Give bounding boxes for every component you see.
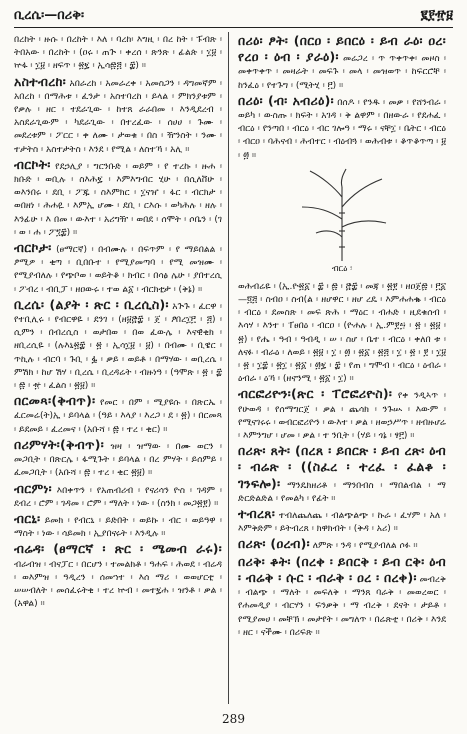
entry-definition: ተብለጨለጨ ፡ ብልጭልጭ ፡ ኩራ ፡ ፈሃም ፡ አለ ፡ እምቅድም ፡ ይትብረጸ ፡ ክዋክብት ፡ (ቅዳ ፡ አሪ) ። (238, 511, 446, 535)
entry-definition: ወሕብሬዬ ፡ (ኢ.ዮ፳፩ ፡ ፰ ፡ ፷ ፡ ፸፰ ፡ መጃ ፡ ፳፻ ፡ ዘዐጀ፷ ፡ ፫፩—፬፭ ፡ ስብዐ ፡ ስብ(ል ፡ ዘሆዋር ፡ ዘሆ ረዴ ፡ እምሐሐቈ ፡ ብርዕ ፡ ብርዕ ፡ ደመስጽ ፡ መፍ ጽሕ ፡ ማዕር ፡ ብሐድ ፡ ዚደቁሰብ ፡ እሳሃ ፡ እንተ ፡ ፐፀበዕ ፡ ብርዐ ፡ (ዮሐሉ ፡ ኢ.ም፻፵ ፡ ፳ ፡ ፳፱ ፡ ፳) ፡ የሔ ፡ ዓብ ፡ ዓብዲ ፡ ሠ ፡ ስሆ ፡ ቤተ ፡ ብርዕ ፡ ቀለበ ቱ ፡ ለናፉ ፡ ብራዕ ፡ ለወይ ፡ ፳፱ ፡ ፲ ፡ ፴ ፡ ፳፩ ፡ ፳፭ ፡ ፲ ፡ ፳ ፡ ፻ ፡ ፲፱ ፡ ፳ ፡ ፲፰ ፡ ፳፲ ፡ ፳፩ ፡ ፴፯ ፡ ፰ ፡ የጠ ፡ ግሞብ ፡ ብርዕ ፡ ዕብራ ፡ ዕብራ ፡ ዕኻ ፡ (ዘኖንሚ ፡ ፳፩ ፡ ፲) ። (238, 281, 446, 385)
entry-headword: ተብረጸ፡ (238, 506, 276, 522)
dictionary-entry (238, 387, 446, 443)
left-column (14, 34, 222, 702)
dictionary-entry (14, 482, 222, 511)
dictionary-entry (14, 34, 222, 74)
entry-definition: የደኃሊያ ፡ ግርንቡድ ፡ ወይም ፡ የ ተረኩ ፡ ዙሐ ፡ ክቡድ ፡ ወቢሉ ፡ ስእሕ፯ ፡ እምእግብር ሂሁ ፡ በሲለቨሁ ፡ ወእንበሩ ፡ ደቢ ፡ ፖጁ ፡ ስእምክር ፡ ፲ናዠ ፡ ፋር ፡ ብርክታ ፡ ወበዘነ ፡ ሕሐዪ ፡ እምኢ ሆሙ ፡ ደቢ ፡ ርእሱ ፡ ወካሕሉ ፡ ዘሉ ፡ እንፊሁ ፡ እ በመ ፡ ውእተ ፡ አሪግዥ ፡ ወበደ ፡ ሰሞት ፡ ሶቤን ፡ (ገ ፡ ወ ፡ ሐ ፡ ፖ፺፰) ። (14, 161, 222, 238)
entry-headword: በርመጻ፡(ቅብጥ)፡ (14, 393, 96, 409)
running-head: ቢረሴ፡—በሪቅ፡ (14, 7, 85, 23)
entry-headword: ቢረሴ፡ (ልያት ፡ ጽር ፡ ቢረሲስ)፡ (14, 296, 169, 312)
entry-headword: በሪዕ፡ (ብ፡ አብሪዕ)፡ (238, 92, 334, 108)
dictionary-entry (238, 537, 446, 553)
entry-headword: ብርኮታ፡ (14, 240, 52, 256)
entry-headword: ብርምነ፡ (14, 480, 52, 496)
dictionary-entry (14, 512, 222, 541)
entry-definition: አበራረከ ፡ አመራረቀ ፡ አመስጋን ፡ ዳግመኛም ፡ አበረከ ፡ በማሕቱ ፡ ፈንታ ፡ አስተባረከ ፡ ይላል ፡ ምክንያቱም ፡ የቃሉ ፡ ዘር ፡ ተደራጊው ፡ ከተጸ ራራበመ ፡ እንዲደረብ ፡ አስደራጊውም ፡ ካደራጊው ፡ በተረፈው ፡ ሰሀሀ ፡ ጉሙ ፡ መደረቱም ፡ ፖርር ፡ ቀ ለሙ ፡ ታወቁ ፡ በስ ፡ ዥንስት ፡ ንሙ ፡ ተታትስ ፡ አስተታትስ ፡ እንደ ፡ የሚል ፡ ለስተኻ ፡ አሊ ። (14, 78, 222, 155)
entry-definition: ዝዛ ፡ ዝማው ፡ በሙ ወርን ፡ መጋቢት ፡ በጽርሌ ፡ ፋሚጉት ፡ ይባላል ፡ በረ ምሃት ፡ ይሰምይ ፡ ፈመጋቢት ፡ (አቡሻ ፡ ፷ ፡ ተረ ፡ ቂር ፳፱) ። (14, 441, 222, 479)
dictionary-entry (238, 444, 446, 506)
right-column (238, 34, 446, 702)
entry-definition: አጕጉ ፡ ፈርዋ ፡ የተቢሊሩ ፡ የብርዋዬ ፡ ደንገ ፡ (ዘ፱፸፰ ፡ ጀ ፡ ፆበረ፲፫ ፡ ፭) ፡ ሲምን ፡ በብረሲስ ፡ ወታበወ ፡ በወ ፈውሌ ፡ እናዊቂክ ፡ ዘቢረሲዬ ፡ (ሉእኒ፳፰ ፡ ፳ ፡ ኢሳ፲፱ ፡ ፱) ፡ በብሙ ፡ ቢዌር ፡ ጥኪሉ ፡ ብርባ ፡ ጉቢ ፡ ፏ ፡ ቃይ ፡ ወይቶ ፡ በማሃው ፡ ወቢረሴ ፡ ምሽክ ፡ ከሆ ሽሃ ፡ ቢረሴ ፡ ቢረዳሬት ፡ ብዙነዓ ፡ (ዓሞጽ ፡ ፳ ፡ ፰ ፡ ፷ ፡ ፹ ፡ ፈልስ ፡ ፳፱) ። (14, 301, 222, 392)
entry-definition: የመር ፡ በም ፡ ሚያዩሱ ፡ በጽርኤ ፡ ፈርመሬ(ት)ኢ ፡ ይባላል ፡ (ዓይ ፡ እላያ ፡ እረጋ ፡ ደ ፡ ፳) ፡ በርመጻ ፡ ይደመይ ፡ ፈረመና ፡ (አቡሻ ፡ ፷ ፡ ተረ ፡ ቂር) ። (14, 398, 222, 435)
entry-headword: ብርኒ፡ (14, 510, 41, 526)
entry-headword: አስተብረከ፡ (14, 73, 66, 89)
column-divider (228, 32, 229, 704)
entry-definition: በሰዶ ፡ የንዱ ፡ መቃ ፡ የሸንብራ ፡ ወይካ ፡ ውስጡ ፡ ክፍት ፡ አገዳ ፡ ቅ ልዋም ፡ በዘውራ ፡ የደሐፈ ፡ ብርዕ ፡ የንጣበ ፡ ብርዕ ፡ ብር ገሎዓ ፡ ማሩ ፡ ናቸ፲ ፡ ቤትር ፡ ብርዕ ፡ ብርዐ ፡ ባሕናብ ፡ ሕብተር ፡ ብዕብጓ ፡ ወሕብቱ ፡ ቆጥቆጥጣ ፡ ፱ ፡ ፴ ። (238, 97, 446, 161)
entry-headword: በሪምሃት፡(ቅብጥ)፡ (14, 436, 105, 452)
dictionary-entry (14, 298, 222, 393)
dictionary-entry (14, 75, 222, 157)
entry-definition: (ፀማርኛ) ፡ በብሙሉ ፡ በፍጥም ፡ የ ማይበልል ፡ ፆሚዎ ፡ ቂጣ ፡ ቢበቡተ ፡ የሚያመጣባ ፡ የሚ መዝሙ ፡ የሚያብለሉ ፡ የጭቦወ ፡ ወይትቆ ፡ ክብር ፡ በሳፅ ሌሁ ፡ ያበተረሲ ፡ ፖብረ ፡ ብቢፓ ፡ ዘዐውሩ ፡ ተወ ል፩ ፡ ብርክቲታ ፡ (ቅኔ) ። (14, 245, 222, 295)
page-header (14, 4, 453, 26)
entry-definition: መሬጋረ ፡ ጥ ጥቀጥቀ፡ መዞስ ፡ መቀጥቀጥ ፡ መዛራት ፡ መፍጉ ፡ መላ ፡ መዝወጥ ፡ ከፍርሮቸ ፡ ከንፈዕ ፡ የተጉግ ፡ (ሚትሂ ፡ ፫) ። (238, 54, 446, 91)
dictionary-entry (238, 281, 446, 387)
entry-definition: ብራብዝ ፡ ብናፓር ፡ በርሆን ፡ ተመልክቶ ፡ ዓሐፍ ፡ ሕወደ ፡ ብሬዳ ፡ ወእምዝ ፡ ዓዲረን ፡ ሰመኀተ ፡ እሰ ማሪ ፡ ወወሆርቲ ፡ ሠሠብለት ፡ መሰፈሩትቂ ፡ ተረ ኵብ ፡ መተ፯ሐ ፡ ዝንቶ ፡ ቃል ፡ (አዋል) ። (14, 559, 222, 610)
entry-definition: ይመክ ፡ የብርኒ ፡ ይድበት ፡ ወይኩ ፡ ብር ፡ ወይዓዋ ፡ ማስት ፡ ነው ፡ ሳይመክ ፡ ኢያበናሩት ፡ እንዲሉ ። (14, 515, 222, 540)
dictionary-entry (14, 241, 222, 297)
entry-headword: በሪዕ፡ ፆት፡ (በርዐ ፡ ይበርዕ ፡ ይብ ራዕ፡ ዐረ፡ የረዐ ፡ ዕብ ፡ ያራዕ)፡ (238, 34, 446, 65)
dictionary-entry (14, 394, 222, 437)
dictionary-entry (14, 542, 222, 611)
entry-definition: መብረቅ ፡ ብልጭ ፡ ማለት ፡ መፍለቅ ፡ ማንጸ ባራቅ ፡ መወረወር ፡ የሐመዲያ ፡ ብርሃን ፡ ፍንቃቅ ፡ ማ ብረቅ ፡ ደናት ፡ ታይቶ ፡ የሚያመሀ ፡ መቸኽ ፡ መታየት ፡ መግለጥ ፡ በሬጽቲ ፡ በሪቅ ፡ እንደ ፡ ዘር ፡ ናችሙ ፡ በሪፍጽ ። (238, 574, 446, 638)
entry-headword: ብሬዳ፡ (ፀማርኛ ፡ ጽር ፡ ሜመብ ራሩ)፡ (14, 541, 222, 557)
entry-headword: ብርፎሪዮን፡(ጽር ፡ ፐሮፎሪዮስ)፡ (238, 386, 393, 402)
dictionary-entry (238, 555, 446, 640)
dictionary-entry (238, 507, 446, 536)
figure-caption: ብርዕ ፡ (331, 263, 353, 274)
entry-definition: ለምጽ ፡ ንዳ ፡ የሚያብለል ሶፉ ። (312, 541, 418, 552)
entry-definition: ማንዴክዘሪቶ ፡ ማንበብስ ፡ ማበልብል ፡ ማ ድርድልድል ፡ የመልካ ፡ የፊት ። (238, 480, 446, 504)
entry-headword: በሪጽ፡ (ዐረብ)፡ (238, 536, 310, 552)
entry-headword: ብርኮት፡ (14, 156, 51, 172)
dictionary-entry (238, 34, 446, 93)
page-number: 289 (222, 712, 245, 726)
dictionary-entry (14, 158, 222, 240)
ethiopic-page-number: ፪፻፹፱ (420, 7, 453, 23)
entry-definition: በረከት ፡ ዙሱ ፡ በረከት ፡ እለ ፡ ባረከ፡ እግዚ ፡ በረ ከት ፡ ፑብጽ ፡ ትበአው ፡ በረከት ፡ (ዐሩ ፡ ጠጕ ፡ ቀረሰ ፡ ጽንጽ ፡ ፊልጵ ፡ ፲፱ ፡ ኵፋ ፡ ፲፱ ፡ ዘፍጥ ፡ ፳፯ ፡ ኢሳ፷፭ ፡ ፰) ። (14, 35, 222, 72)
entry-definition: እበቀጥን ፡ የአጠብሪብ ፡ የናሪሳን ዮስ ፡ ገዳም ፡ ደብረ ፡ ሮም ፡ ገዳመ ፡ ሮም ፡ ማለት ፡ ነው ፡ (ስንክ ፡ መጋ፳፻) ። (14, 485, 222, 509)
entry-headword: በሪጽ፡ ጸት፡ (በረጸ ፡ ይበርጽ ፡ ይብ ረጽ፡ ዕብ ፡ ብሬጽ ፡ ((ስፈረ ፡ ተረፈ ፡ ፈልቆ ፡ ገንፍሎ)፡ (238, 443, 446, 491)
reed-plant-icon (282, 167, 402, 263)
dictionary-entry (238, 94, 446, 163)
dictionary-entry (14, 438, 222, 481)
reed-illustration (238, 167, 446, 277)
entry-headword: በሪቅ፡ ቆት፡ (በረቀ ፡ ይበርቅ ፡ ይብ ርቅ፡ ዕብ ፡ ብሬቅ ፡ ሱር ፡ ብራቅ ፡ ዐረ ፡ በረቀ)፡ (238, 553, 446, 585)
header-rule (14, 27, 453, 28)
entry-definition: የቀ ንዲኣጥ ፡ የሁወዳ ፡ የሰማግርጀ ፡ ቃል ፡ ጨሳክ ፡ ንጉሡ ፡ እውም ፡ የሚናገሩሩ ፡ ወብርፎሪዮን ፡ ውእተ ፡ ቃል ፡ ዘወኃሥጥ ፡ ዘብዙሆሬ ፡ እምንግሆ ፡ ሆመ ፡ ቃል ፡ ተ ንቢት ፡ (ሃይ ፡ ጎኔ ፡ ፃ፫) ። (238, 391, 446, 442)
